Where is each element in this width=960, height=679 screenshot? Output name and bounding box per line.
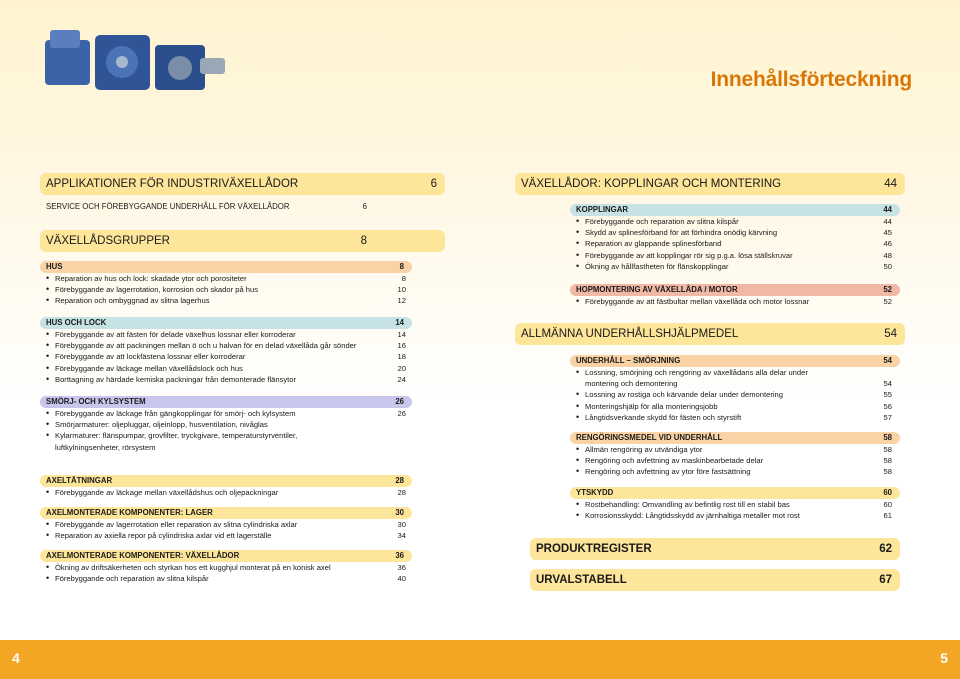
toc-entry[interactable]: • Förebyggande av att kopplingar rör sig p.g.a. lösa ställskruvar 48 xyxy=(576,250,892,261)
toc-section-produktregister xyxy=(530,538,900,560)
toc-section-ytskydd xyxy=(570,487,900,521)
footer-bar xyxy=(0,640,960,679)
toc-heading[interactable]: VÄXELLÅDSGRUPPER 8 xyxy=(40,230,445,252)
toc-section-kopplingar xyxy=(570,204,900,272)
toc-heading[interactable]: AXELTÄTNINGAR 28 xyxy=(40,475,412,487)
toc-heading[interactable]: AXELMONTERADE KOMPONENTER: LAGER 30 xyxy=(40,507,412,519)
toc-heading[interactable]: SERVICE OCH FÖREBYGGANDE UNDERHÅLL FÖR VÄXELLÅDOR 6 xyxy=(46,202,367,211)
toc-section-kopplingar-montering xyxy=(515,173,905,195)
page-number-right: 5 xyxy=(940,650,948,666)
page-number-left: 4 xyxy=(12,650,20,666)
toc-section-rengoring xyxy=(570,432,900,478)
toc-section-smorjning xyxy=(570,355,900,423)
toc-entry[interactable]: • Rostbehandling: Omvandling av befintlig rost till en stabil bas 60 xyxy=(576,499,892,510)
toc-heading[interactable]: SMÖRJ- OCH KYLSYSTEM 26 xyxy=(40,396,412,408)
toc-entry[interactable]: • Reparation av axiella repor på cylindriska axlar vid ett lagerställe 34 xyxy=(46,530,406,541)
toc-entry[interactable]: luftkylningsenheter, rörsystem xyxy=(55,442,156,452)
toc-entry[interactable]: • Förebyggande av lagerrotation, korrosion och skador på hus 10 xyxy=(46,284,406,295)
toc-section-axeltatningar xyxy=(40,475,412,498)
toc-entry[interactable]: • Allmän rengöring av utvändiga ytor 58 xyxy=(576,444,892,455)
toc-entry[interactable]: • Förebyggande av läckage från gängkopplingar för smörj- och kylsystem 26 xyxy=(46,408,406,419)
toc-entry[interactable]: • Förebyggande och reparation av slitna kilspår 40 xyxy=(46,573,406,584)
toc-heading[interactable]: VÄXELLÅDOR: KOPPLINGAR OCH MONTERING 44 xyxy=(515,173,905,195)
toc-entry[interactable]: • Ökning av driftsäkerheten och styrkan hos ett kugghjul monterat på en konisk axel 36 xyxy=(46,562,406,573)
toc-entry[interactable]: • Lossning, smörjning och rengöring av växellådans alla delar under xyxy=(576,367,892,378)
toc-entry[interactable]: • Förebyggande av läckage mellan växellådslock och hus 20 xyxy=(46,363,406,374)
toc-entry[interactable]: • Korrosionsskydd: Långtidsskydd av järnhaltiga metaller mot rost 61 xyxy=(576,510,892,521)
toc-section-lager xyxy=(40,507,412,541)
toc-section-hus xyxy=(40,261,412,307)
toc-entry[interactable]: • Reparation av hus och lock: skadade ytor och porositeter 8 xyxy=(46,273,406,284)
toc-section-smorj xyxy=(40,396,412,453)
toc-heading[interactable]: KOPPLINGAR 44 xyxy=(570,204,900,216)
toc-heading[interactable]: APPLIKATIONER FÖR INDUSTRIVÄXELLÅDOR 6 xyxy=(40,173,445,195)
toc-entry[interactable]: • Borttagning av härdade kemiska packningar från demonterade flänsytor 24 xyxy=(46,374,406,385)
toc-entry[interactable]: • Förebyggande av att lockfästena lossnar eller korroderar 18 xyxy=(46,351,406,362)
toc-entry[interactable]: • Reparation och ombyggnad av slitna lagerhus 12 xyxy=(46,295,406,306)
toc-heading[interactable]: YTSKYDD 60 xyxy=(570,487,900,499)
toc-entry[interactable]: • Förebyggande av att packningen mellan ö och u halvan för en delad växellåda går sönder 16 xyxy=(46,340,406,351)
toc-entry[interactable]: • Lossning av rostiga och kärvande delar under demontering 55 xyxy=(576,389,892,400)
toc-entry[interactable]: montering och demontering 54 xyxy=(585,379,892,389)
toc-heading[interactable]: HUS OCH LOCK 14 xyxy=(40,317,412,329)
toc-entry[interactable]: • Skydd av splinesförband för att förhindra onödig kärvning 45 xyxy=(576,227,892,238)
gearbox-photo xyxy=(40,20,230,110)
toc-heading[interactable]: HOPMONTERING AV VÄXELLÅDA / MOTOR 52 xyxy=(570,284,900,296)
toc-heading[interactable]: RENGÖRINGSMEDEL VID UNDERHÅLL 58 xyxy=(570,432,900,444)
toc-entry[interactable]: • Ökning av hållfastheten för flänskopplingar 50 xyxy=(576,261,892,272)
toc-heading[interactable]: UNDERHÅLL – SMÖRJNING 54 xyxy=(570,355,900,367)
toc-entry[interactable]: • Smörjarmaturer: oljepluggar, oljeinlopp, husventilation, nivåglas xyxy=(46,419,406,430)
toc-heading[interactable]: PRODUKTREGISTER 62 xyxy=(530,538,900,560)
toc-heading[interactable]: HUS 8 xyxy=(40,261,412,273)
toc-section-hus-och-lock xyxy=(40,317,412,385)
toc-entry[interactable]: • Rengöring och avfettning av ytor före fastsättning 58 xyxy=(576,466,892,477)
toc-entry[interactable]: • Förebyggande av läckage mellan växellådshus och oljepackningar 28 xyxy=(46,487,406,498)
toc-heading[interactable]: ALLMÄNNA UNDERHÅLLSHJÄLPMEDEL 54 xyxy=(515,323,905,345)
toc-entry[interactable]: • Kylarmaturer: flänspumpar, grovfilter, tryckgivare, temperaturstyrventiler, xyxy=(46,430,406,441)
toc-entry[interactable]: • Förebyggande och reparation av slitna kilspår 44 xyxy=(576,216,892,227)
toc-section-allmanna xyxy=(515,323,905,345)
toc-section-hopmontering xyxy=(570,284,900,307)
toc-entry[interactable]: • Förebyggande av lagerrotation eller reparation av slitna cylindriska axlar 30 xyxy=(46,519,406,530)
toc-heading[interactable]: AXELMONTERADE KOMPONENTER: VÄXELLÅDOR 36 xyxy=(40,550,412,562)
toc-entry[interactable]: • Förebyggande av att fästbultar mellan växellåda och motor lossnar 52 xyxy=(576,296,892,307)
toc-section-vaxellador xyxy=(40,550,412,584)
toc-entry[interactable]: • Reparation av glappande splinesförband 46 xyxy=(576,238,892,249)
toc-entry[interactable]: • Förebyggande av att fästen för delade växelhus lossnar eller korroderar 14 xyxy=(46,329,406,340)
toc-left-column xyxy=(40,173,445,252)
toc-entry[interactable]: • Långtidsverkande skydd för fästen och styrstift 57 xyxy=(576,412,892,423)
toc-section-urvalstabell xyxy=(530,569,900,591)
toc-heading[interactable]: URVALSTABELL 67 xyxy=(530,569,900,591)
page-title: Innehållsförteckning xyxy=(710,68,912,91)
toc-entry[interactable]: • Monteringshjälp för alla monteringsjobb 56 xyxy=(576,401,892,412)
toc-entry[interactable]: • Rengöring och avfettning av maskinbearbetade delar 58 xyxy=(576,455,892,466)
